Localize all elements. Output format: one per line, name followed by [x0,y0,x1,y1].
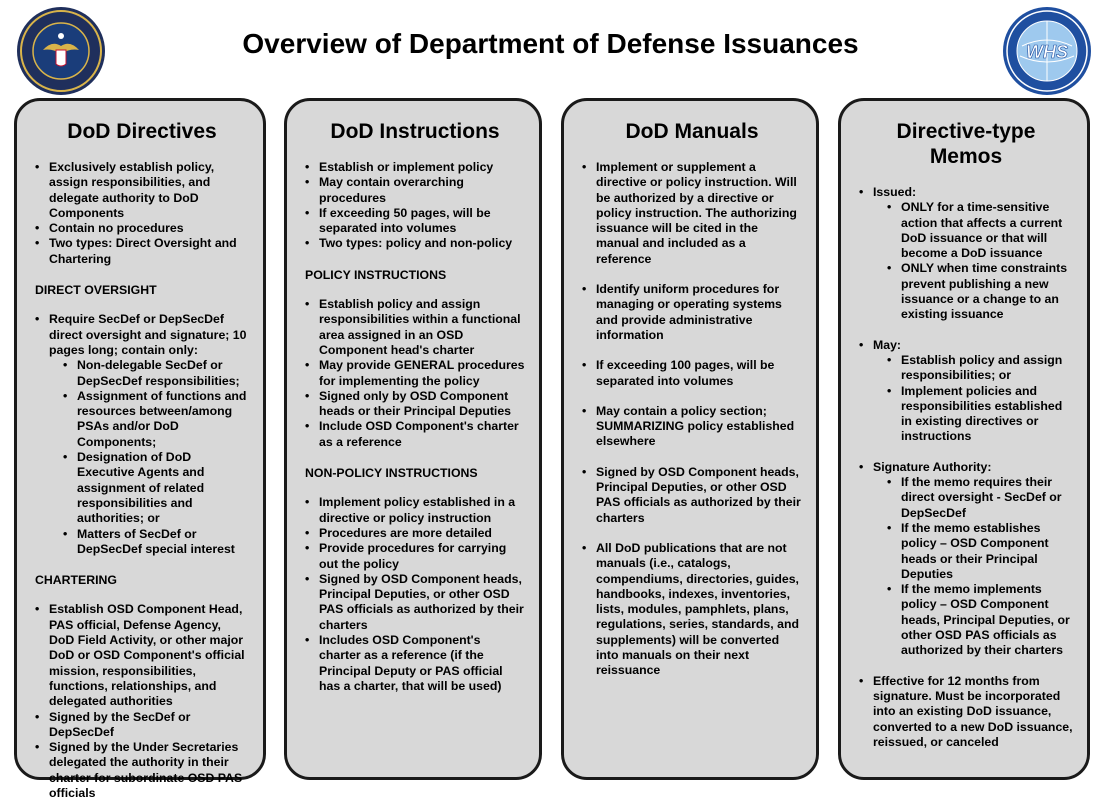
list-item [859,338,1073,445]
list-item: • Two types: policy and non-policy [305,236,525,251]
list-item: • May contain overarching procedures [305,175,525,206]
list-item: • Signed by OSD Component heads, Principal Deputies, or other OSD PAS officials as authorized by their charters [305,572,525,633]
may-label: May: [873,337,902,352]
memos-heading-line1: Directive-type [896,120,1036,143]
issued-sublist [887,200,1073,322]
list-item: • Identify uniform procedures for managing or operating systems and provide administrative information [582,282,802,343]
directives-panel [14,98,266,800]
instructions-intro-list [305,160,525,252]
chartering-heading: CHARTERING [35,573,117,588]
memos-panel [838,98,1090,780]
list-item: • Signed by OSD Component heads, Principal Deputies, or other OSD PAS officials as authorized by their charters [582,465,802,526]
list-item: • Contain no procedures [35,221,249,236]
list-item: • Two types: Direct Oversight and Chartering [35,236,249,267]
direct-oversight-list [35,312,249,557]
list-item [35,312,249,557]
directives-heading: DoD Directives [67,120,217,143]
sub-list-item: • If the memo establishes policy – OSD Component heads or their Principal Deputies [887,521,1073,582]
list-item: • Implement policy established in a directive or policy instruction [305,495,525,526]
policy-instructions-list [305,297,525,450]
list-item: • Signed by the Under Secretaries delegated the authority in their charter for subordinate OSD PAS officials [35,740,249,801]
list-item: • Includes OSD Component's charter as a reference (if the Principal Deputy or PAS official has a charter, that will be used) [305,633,525,694]
list-item: • May contain a policy section; SUMMARIZING policy established elsewhere [582,404,802,450]
list-item [859,185,1073,323]
list-item: • May provide GENERAL procedures for implementing the policy [305,358,525,389]
page-title: Overview of Department of Defense Issuances [242,28,859,59]
non-policy-instructions-list [305,495,525,694]
memos-heading-line2: Memos [929,145,1003,168]
issued-label: Issued: [873,185,917,199]
list-item: • If exceeding 100 pages, will be separated into volumes [582,358,802,389]
list-item-text: Require SecDef or DepSecDef direct oversight and signature; 10 pages long; contain only: [49,312,247,357]
signature-sublist [887,475,1073,659]
list-item: • Include OSD Component's charter as a reference [305,419,525,450]
list-item: • Establish policy and assign responsibilities within a functional area assigned in an OSD Component head's charter [305,297,525,358]
memos-list [859,185,1073,750]
list-item: • Procedures are more detailed [305,526,525,541]
list-item: • Establish OSD Component Head, PAS official, Defense Agency, DoD Field Activity, or other major DoD or OSD Component's official mission, responsibilities, functions, relationships, and delegated authorities [35,602,249,709]
list-item: • Exclusively establish policy, assign responsibilities, and delegate authority to DoD Components [35,160,249,221]
non-policy-instructions-heading: NON-POLICY INSTRUCTIONS [305,466,478,481]
sub-list-item: • If the memo requires their direct oversight - SecDef or DepSecDef [887,475,1073,521]
sub-list-item: • Matters of SecDef or DepSecDef special interest [63,527,249,558]
policy-instructions-heading: POLICY INSTRUCTIONS [305,267,447,282]
manuals-list [582,160,802,679]
manuals-panel [561,98,819,780]
manuals-heading: DoD Manuals [625,120,759,143]
may-sublist [887,353,1073,445]
sub-list-item: • If the memo implements policy – OSD Component heads, Principal Deputies, or other OSD PAS officials as authorized by their charters [887,582,1073,658]
chartering-list [35,602,249,801]
list-item: • If exceeding 50 pages, will be separated into volumes [305,206,525,237]
sub-list-item: • Assignment of functions and resources between/among PSAs and/or DoD Components; [63,389,249,450]
list-item: • Signed by the SecDef or DepSecDef [35,710,249,741]
memos-heading [859,119,1073,169]
list-item [859,460,1073,659]
list-item: • Signed only by OSD Component heads or their Principal Deputies [305,389,525,420]
list-item: • All DoD publications that are not manuals (i.e., catalogs, compendiums, directories, guides, handbooks, indexes, inventories, lists, modules, pamphlets, plans, regulations, series, standards, and supplements) will be converted into manuals on their next reissuance [582,541,802,679]
signature-authority-label: Signature Authority: [873,459,992,474]
instructions-heading: DoD Instructions [330,120,500,143]
sub-list-item: • ONLY when time constraints prevent publishing a new issuance or a change to an existing issuance [887,261,1073,322]
sub-list-item: • Establish policy and assign responsibilities; or [887,353,1073,384]
sub-list-item: • Implement policies and responsibilities established in existing directives or instructions [887,384,1073,445]
direct-oversight-sublist [63,358,249,557]
list-item: • Provide procedures for carrying out the policy [305,541,525,572]
sub-list-item: • ONLY for a time-sensitive action that affects a current DoD issuance or that will become a DoD issuance [887,200,1073,261]
directives-intro-list [35,160,249,267]
list-item: • Implement or supplement a directive or policy instruction. Will be authorized by a directive or policy instruction. The authorizing issuance will be cited in the manual and included as a reference [582,160,802,267]
whs-seal-text: WHS [1026,42,1068,62]
sub-list-item: • Designation of DoD Executive Agents and assignment of related responsibilities and authorities; or [63,450,249,526]
sub-list-item: • Non-delegable SecDef or DepSecDef responsibilities; [63,358,249,389]
list-item: • Establish or implement policy [305,160,525,175]
instructions-panel [284,98,542,780]
direct-oversight-heading: DIRECT OVERSIGHT [35,283,157,298]
list-item: • Effective for 12 months from signature. Must be incorporated into an existing DoD issuance, converted to a new DoD issuance, reissued, or canceled [859,674,1073,750]
